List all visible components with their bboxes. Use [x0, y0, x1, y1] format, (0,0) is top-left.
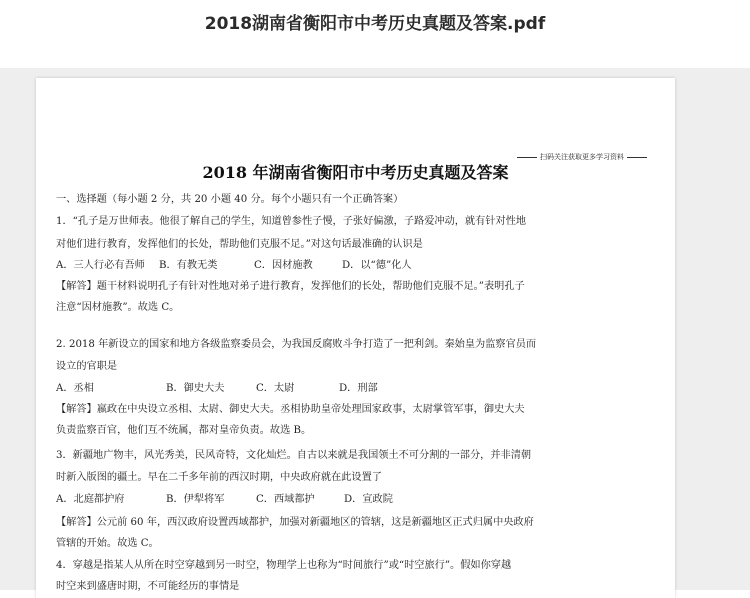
- q1-options: [56, 256, 412, 271]
- q1-answer-line1: 【解答】题干材料说明孔子有针对性地对弟子进行教育，发挥他们的长处，帮助他们克服不足。”表明孔子: [56, 281, 525, 292]
- q2-options: [56, 379, 378, 394]
- q2-answer-line1: 【解答】嬴政在中央设立丞相、太尉、御史大夫。丞相协助皇帝处理国家政事，太尉掌管军事，御史大夫: [56, 404, 525, 415]
- q3-line1: 3．新疆地广物丰，风光秀美，民风奇特，文化灿烂。自古以来就是我国领土不可分割的一部分，并非清朝: [56, 450, 532, 461]
- section-heading: 一、选择题（每小题 2 分，共 20 小题 40 分。每个小题只有一个正确答案）: [56, 194, 404, 205]
- q3-options: [56, 490, 393, 505]
- q2-line2: 设立的官职是: [56, 361, 118, 372]
- document-filename: 2018湖南省衡阳市中考历史真题及答案.pdf: [204, 14, 546, 34]
- q3-answer-line1: 【解答】公元前 60 年，西汉政府设置西域都护，加强对新疆地区的管辖，这是新疆地区正式归属中央政府: [56, 517, 534, 528]
- q3-option-b: B．伊犁将军: [166, 494, 225, 505]
- q2-option-a: A．丞相: [56, 383, 94, 394]
- q2-answer-line2: 负责监察百官，他们互不统属，都对皇帝负责。故选 B。: [56, 425, 312, 436]
- q1-option-d: D．以“德”化人: [342, 260, 412, 271]
- q3-option-a: A．北庭都护府: [56, 494, 125, 505]
- q2-option-c: C．太尉: [256, 383, 295, 394]
- title-bar: [0, 0, 750, 68]
- q3-line2: 时新入版图的疆土。早在二千多年前的西汉时期，中央政府就在此设置了: [56, 472, 382, 483]
- q2-option-b: B．御史大夫: [166, 383, 225, 394]
- qr-hint-text: 扫码关注获取更多学习资料: [540, 153, 624, 161]
- dash-right: [627, 157, 647, 158]
- q3-option-d: D．宣政院: [344, 494, 393, 505]
- dash-left: [517, 157, 537, 158]
- q1-option-b: B．有教无类: [159, 260, 218, 271]
- q1-option-c: C．因材施教: [254, 260, 313, 271]
- q4-line1: 4．穿越是指某人从所在时空穿越到另一时空，物理学上也称为“时间旅行”或“时空旅行”。假如你穿越: [56, 560, 512, 571]
- q2-line1: 2. 2018 年新设立的国家和地方各级监察委员会，为我国反腐败斗争打造了一把利剑。秦始皇为监察官员而: [56, 339, 537, 350]
- q1-line2: 对他们进行教育，发挥他们的长处，帮助他们克服不足。”对这句话最准确的认识是: [56, 239, 423, 250]
- q2-option-d: D．刑部: [339, 383, 378, 394]
- q3-answer-line2: 管辖的开始。故选 C。: [56, 538, 159, 549]
- q1-line1: 1．“孔子是万世师表。他很了解自己的学生，知道曾参性子慢，子张好偏激，子路爱冲动，就有针对性地: [56, 216, 527, 227]
- document-title: 2018 年湖南省衡阳市中考历史真题及答案: [202, 163, 509, 182]
- q1-answer-line2: 注意“因材施教”。故选 C。: [56, 302, 180, 313]
- q4-line2: 时空来到盛唐时期，不可能经历的事情是: [56, 581, 240, 592]
- q1-option-a: A．三人行必有吾师: [56, 260, 145, 271]
- q3-option-c: C．西域都护: [256, 494, 315, 505]
